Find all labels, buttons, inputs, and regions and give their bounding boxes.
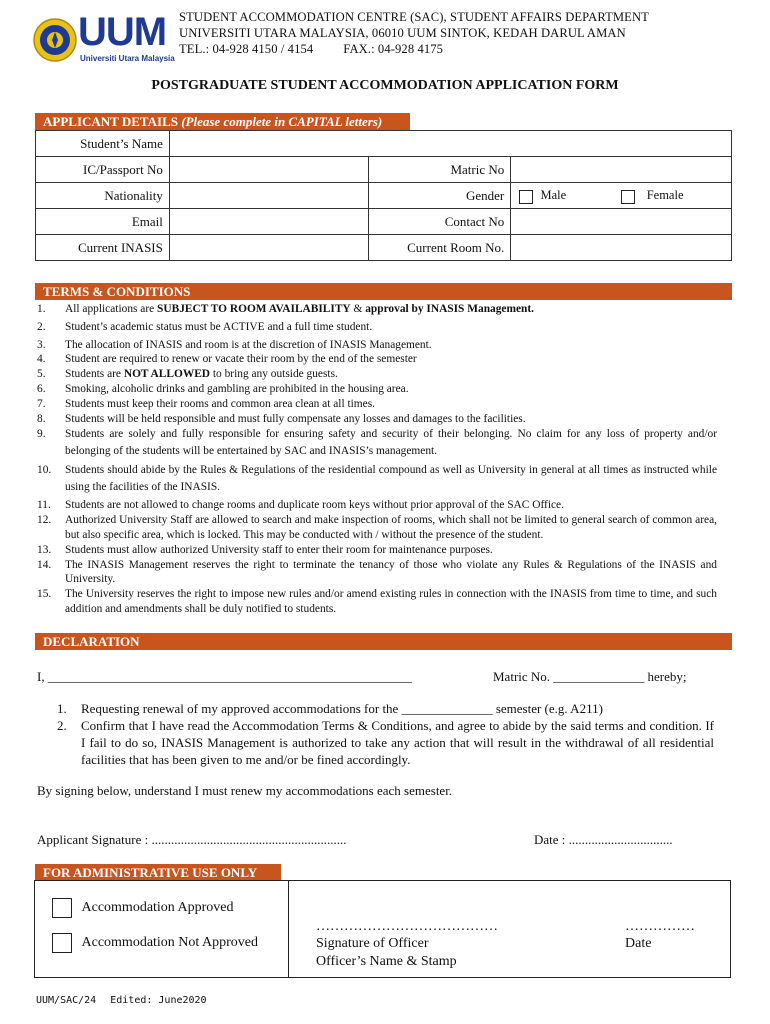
term-item: 1. All applications are SUBJECT TO ROOM AVAILABILITY & approval by INASIS Management.	[37, 303, 534, 315]
female-label: Female	[646, 188, 684, 203]
admin-bar	[35, 864, 281, 881]
header-line2: UNIVERSITI UTARA MALAYSIA, 06010 UUM SINTOK, KEDAH DARUL AMAN	[179, 26, 626, 40]
header-fax: FAX.: 04-928 4175	[343, 42, 444, 56]
officer-signature-label: Signature of Officer	[316, 936, 429, 951]
contact-no-label: Contact No	[369, 209, 511, 235]
approved-option	[52, 898, 234, 918]
applicant-date-line[interactable]: Date : ................................	[534, 832, 673, 847]
ic-passport-label: IC/Passport No	[36, 157, 170, 183]
term-item: 15. The University reserves the right to impose new rules and/or amend existing rules in connection with the INASIS from time to time, and such addition and amendments shall be duly notified to students.	[37, 588, 717, 615]
gender-label: Gender	[369, 183, 511, 209]
declaration-name-line[interactable]: I, ________________________________________________________	[37, 669, 412, 684]
term-item: 9. Students are solely and fully responsible for ensuring safety and security of their belonging. No claim for any loss of property and/or belonging of the students will be entertained by SAC and INASIS’s management.	[37, 428, 717, 458]
officer-name-label: Officer’s Name & Stamp	[316, 954, 457, 969]
not-approved-label: Accommodation Not Approved	[81, 935, 259, 951]
students-name-field[interactable]	[169, 131, 731, 157]
nationality-field[interactable]	[169, 183, 369, 209]
term-item: 4. Student are required to renew or vacate their room by the end of the semester	[37, 353, 417, 366]
uum-logo	[33, 8, 183, 72]
matric-no-label: Matric No	[369, 157, 511, 183]
declaration-bar	[35, 633, 732, 650]
officer-date-label: Date	[625, 936, 652, 951]
term-item: 3. The allocation of INASIS and room is at the discretion of INASIS Management.	[37, 338, 432, 351]
header-line1: STUDENT ACCOMMODATION CENTRE (SAC), STUDENT AFFAIRS DEPARTMENT	[179, 10, 649, 24]
term-item: 10. Students should abide by the Rules & Regulations of the residential compound as well as University in general at all times as instructed while using the facilities of the INASIS.	[37, 464, 717, 494]
approved-checkbox[interactable]	[52, 898, 72, 918]
logo-subtitle: Universiti Utara Malaysia	[80, 54, 175, 63]
officer-date-dots[interactable]: ……………	[625, 919, 695, 934]
logo-text: UUM	[78, 10, 167, 54]
term-item: 12. Authorized University Staff are allowed to search and make inspection of rooms, which shall not be limited to general search of common area, but also specific area, which is locked. This may be conducted with / without the presence of the student.	[37, 514, 717, 541]
renew-note: By signing below, understand I must renew my accommodations each semester.	[37, 783, 453, 798]
header-address	[179, 9, 649, 57]
term-item: 2. Student’s academic status must be ACTIVE and a full time student.	[37, 320, 373, 333]
declaration-point-1: 1. Requesting renewal of my approved accommodations for the ______________ semester (e.g. A211)	[57, 701, 603, 716]
female-checkbox[interactable]	[621, 190, 635, 204]
footer	[36, 995, 207, 1006]
current-inasis-label: Current INASIS	[36, 235, 170, 261]
terms-list	[37, 302, 717, 617]
term-item: 14. The INASIS Management reserves the right to terminate the tenancy of those who violate any Rules & Regulations of the INASIS and University.	[37, 558, 717, 586]
approved-label: Accommodation Approved	[81, 900, 234, 916]
terms-bar	[35, 283, 732, 300]
email-label: Email	[36, 209, 170, 235]
declaration-heading: DECLARATION	[43, 634, 140, 649]
header-tel: TEL.: 04-928 4150 / 4154	[179, 42, 314, 56]
applicant-heading-note: (Please complete in CAPITAL letters)	[181, 114, 383, 129]
form-title: POSTGRADUATE STUDENT ACCOMMODATION APPLICATION FORM	[151, 78, 619, 93]
declaration-matric-line[interactable]: Matric No. ______________ hereby;	[493, 669, 687, 684]
applicant-details-bar	[35, 113, 410, 130]
email-field[interactable]	[169, 209, 369, 235]
admin-divider	[288, 880, 289, 978]
not-approved-option	[52, 933, 258, 953]
terms-heading: TERMS & CONDITIONS	[43, 284, 191, 299]
current-room-field[interactable]	[511, 235, 732, 261]
term-item: 13. Students must allow authorized University staff to enter their room for maintenance purposes.	[37, 543, 493, 556]
not-approved-checkbox[interactable]	[52, 933, 72, 953]
footer-code: UUM/SAC/24	[36, 995, 97, 1006]
matric-no-field[interactable]	[511, 157, 732, 183]
term-item: 7. Students must keep their rooms and common area clean at all times.	[37, 397, 375, 410]
male-label: Male	[540, 188, 567, 203]
students-name-label: Student’s Name	[36, 131, 170, 157]
ic-passport-field[interactable]	[169, 157, 369, 183]
nationality-label: Nationality	[36, 183, 170, 209]
gender-options	[511, 183, 732, 209]
current-inasis-field[interactable]	[169, 235, 369, 261]
male-checkbox[interactable]	[519, 190, 533, 204]
applicant-heading: APPLICANT DETAILS	[43, 114, 178, 129]
term-item: 8. Students will be held responsible and must fully compensate any losses and damages to the facilities.	[37, 412, 526, 425]
officer-signature-dots[interactable]: …………………………………	[316, 919, 498, 934]
footer-edited: Edited: June2020	[110, 995, 207, 1006]
applicant-signature-line[interactable]: Applicant Signature : ............................................................	[37, 832, 347, 847]
admin-heading: FOR ADMINISTRATIVE USE ONLY	[43, 865, 258, 880]
declaration-points	[57, 700, 714, 768]
term-item: 5. Students are NOT ALLOWED to bring any outside guests.	[37, 368, 338, 381]
applicant-details-table	[35, 130, 732, 261]
term-item: 6. Smoking, alcoholic drinks and gambling are prohibited in the housing area.	[37, 382, 409, 395]
term-item: 11. Students are not allowed to change rooms and duplicate room keys without prior approval of the SAC Office.	[37, 499, 564, 512]
contact-no-field[interactable]	[511, 209, 732, 235]
current-room-label: Current Room No.	[369, 235, 511, 261]
declaration-point-2: 2. Confirm that I have read the Accommodation Terms & Conditions, and agree to abide by the said terms and condition. If I fail to do so, INASIS Management is authorized to take any action that will result in the withdrawal of all residential facilities that has been given to me and/or be fined accordingly.	[57, 718, 714, 767]
